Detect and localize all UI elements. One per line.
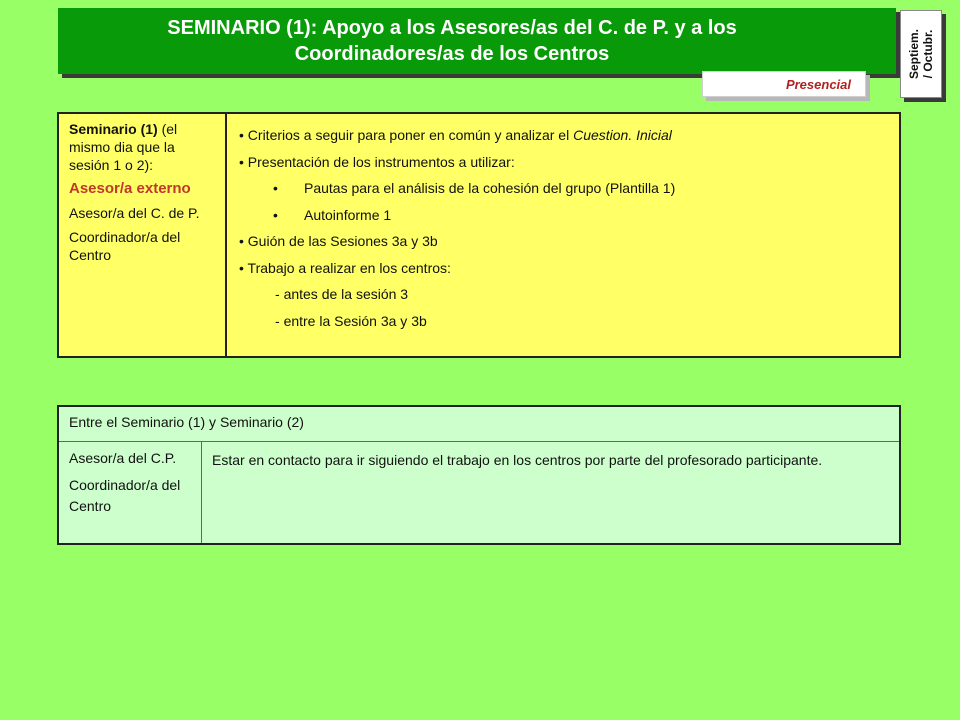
role-external-advisor: Asesor/a externo (69, 180, 191, 197)
role-coordinator: Coordinador/a del Centro (69, 229, 181, 263)
period-line-2: / Octubr. (921, 29, 935, 79)
activity-subitem: • Pautas para el análisis de la cohesión del grupo (Plantilla 1) (273, 180, 676, 196)
modality-label (702, 71, 866, 97)
activities-cell (226, 113, 900, 357)
activity-subitem: - entre la Sesión 3a y 3b (275, 312, 427, 329)
slide-title (58, 8, 896, 74)
participants-heading (69, 120, 217, 174)
seminar-note: (el mismo dia que la sesión 1 o 2): (69, 121, 178, 173)
activity-item: • Presentación de los instrumentos a utilizar: (239, 153, 515, 170)
participants-cell (58, 113, 226, 357)
role-coordinator: Coordinador/a del Centro (69, 477, 181, 514)
role-cp-advisor: Asesor/a del C.P. (69, 450, 177, 466)
between-table (57, 405, 901, 545)
role-cp-advisor: Asesor/a del C. de P. (69, 205, 200, 221)
activity-item: • Trabajo a realizar en los centros: (239, 259, 451, 276)
period-badge (900, 10, 942, 98)
between-description: Estar en contacto para ir siguiendo el trabajo en los centros por parte del profesorado participante. (202, 442, 901, 545)
period-text (907, 29, 935, 79)
between-participants-cell (58, 442, 202, 545)
title-line-1: SEMINARIO (1): Apoyo a los Asesores/as del C. de P. y a los (167, 17, 737, 39)
title-line-2: Coordinadores/as de los Centros (294, 43, 610, 65)
modality-text: Presencial (785, 76, 851, 92)
activity-item: • Guión de las Sesiones 3a y 3b (239, 233, 438, 249)
between-header: Entre el Seminario (1) y Seminario (2) (58, 406, 900, 442)
seminar-title: Seminario (1) (69, 121, 158, 137)
activity-subitem: - antes de la sesión 3 (275, 286, 409, 302)
period-line-1: Septiem. (907, 28, 921, 80)
activity-subitem: • Autoinforme 1 (273, 206, 392, 223)
activity-item: • Criterios a seguir para poner en común y analizar el Cuestion. Inicial (239, 127, 672, 143)
session-table (57, 112, 901, 358)
